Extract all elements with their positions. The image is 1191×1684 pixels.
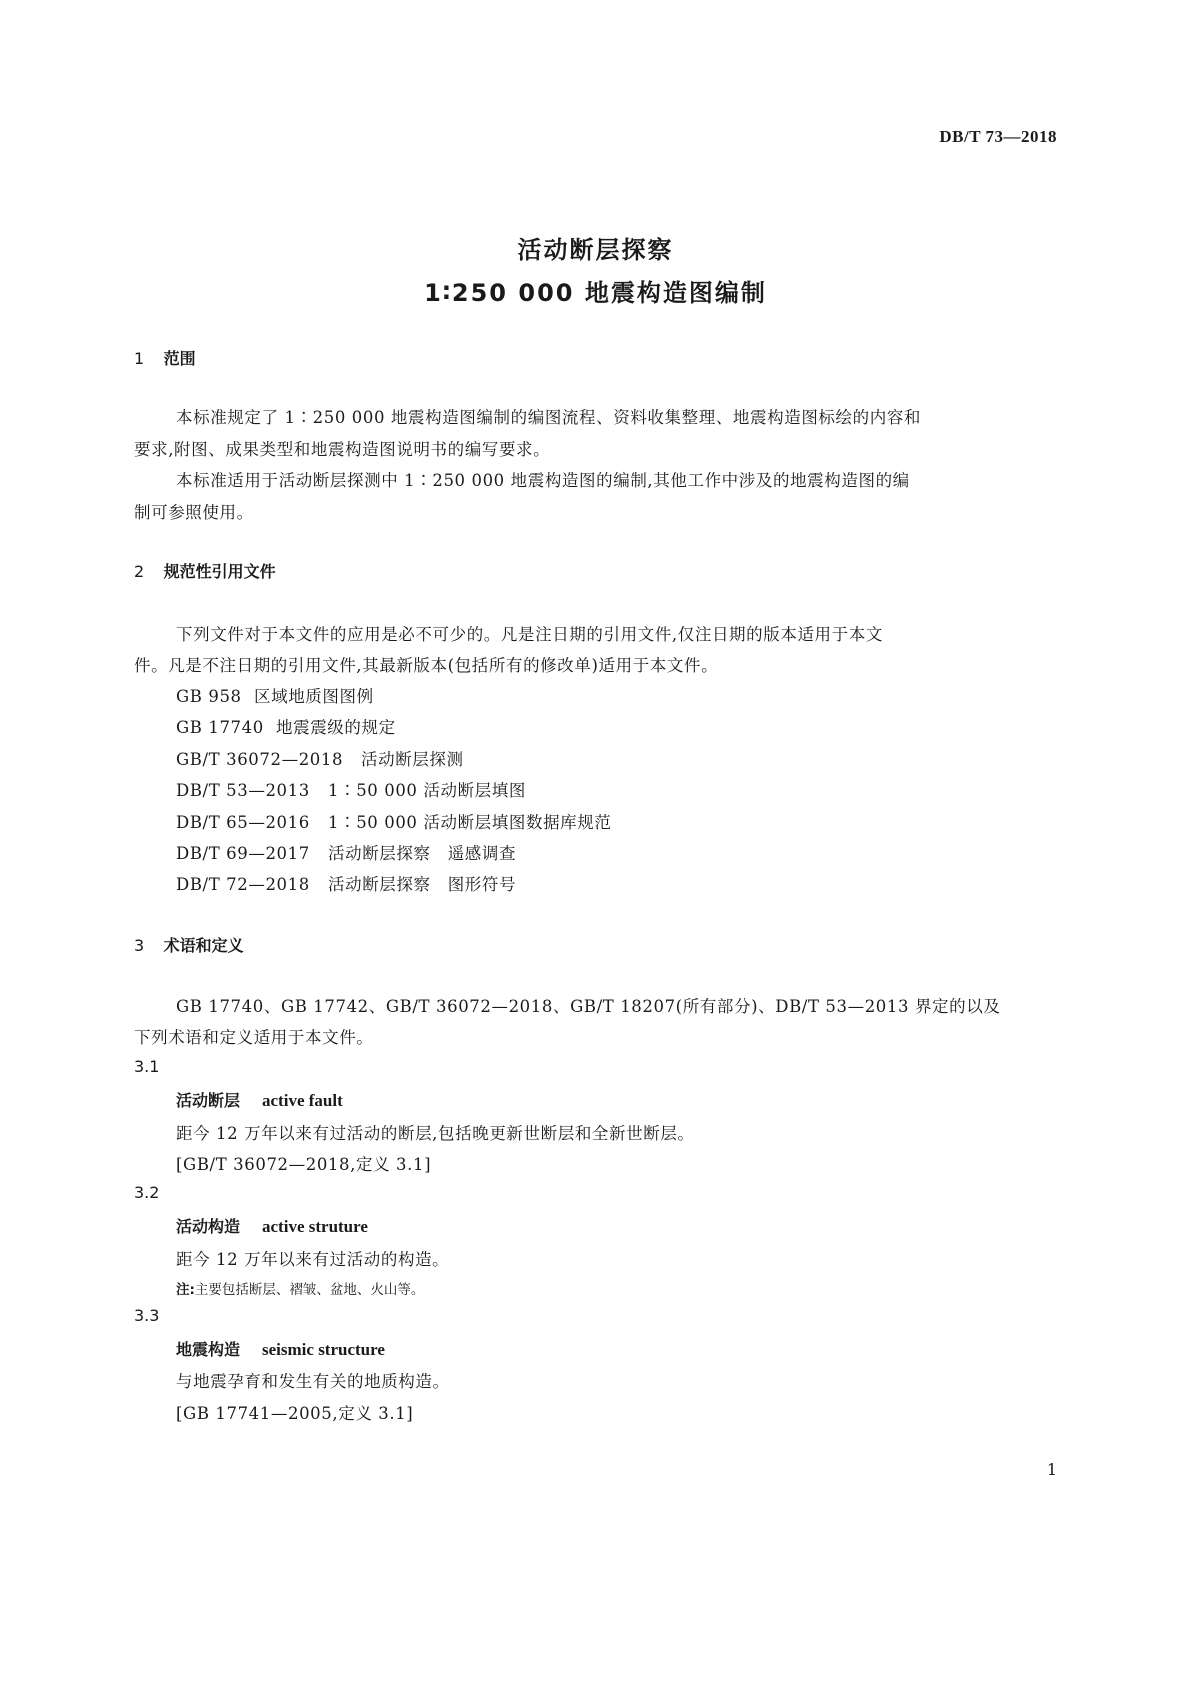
reference-item [176, 683, 374, 707]
term-name [176, 1088, 343, 1111]
section-heading-scope [134, 346, 196, 369]
paragraph-line: 本标准适用于活动断层探测中 1∶250 000 地震构造图的编制,其他工作中涉及的地震构造图的编 [176, 471, 910, 490]
term-name [176, 1337, 385, 1360]
section-number: 3 [134, 936, 145, 955]
section-number: 1 [134, 349, 145, 368]
reference-item [176, 840, 516, 864]
paragraph-line: 下列文件对于本文件的应用是必不可少的。凡是注日期的引用文件,仅注日期的版本适用于本文 [176, 625, 883, 644]
reference-code: GB/T 36072—2018 [176, 750, 344, 769]
reference-title: 活动断层探察 图形符号 [328, 875, 517, 894]
reference-item [176, 809, 611, 833]
reference-code: DB/T 65—2016 [176, 813, 310, 832]
term-definition: 距今 12 万年以来有过活动的断层,包括晚更新世断层和全新世断层。 [176, 1124, 695, 1143]
reference-item [176, 746, 464, 770]
paragraph-line: 要求,附图、成果类型和地震构造图说明书的编写要求。 [134, 440, 551, 459]
term-source: [GB 17741—2005,定义 3.1] [176, 1404, 414, 1423]
term-number: 3.2 [134, 1183, 160, 1202]
reference-code: DB/T 53—2013 [176, 781, 310, 800]
reference-title: 活动断层探测 [361, 750, 464, 769]
reference-item [176, 714, 396, 738]
page-title: 活动断层探察 [517, 236, 674, 264]
section-number: 2 [134, 562, 145, 581]
section-heading-normative-references [134, 559, 276, 582]
reference-item [176, 777, 526, 801]
term-definition: 距今 12 万年以来有过活动的构造。 [176, 1250, 450, 1269]
note-label: 注: [176, 1282, 195, 1298]
term-en: active struture [262, 1217, 368, 1236]
reference-code: GB 17740 [176, 718, 264, 737]
term-zh: 活动断层 [176, 1091, 241, 1110]
term-en: seismic structure [262, 1340, 385, 1359]
paragraph-line: 件。凡是不注日期的引用文件,其最新版本(包括所有的修改单)适用于本文件。 [134, 656, 719, 675]
paragraph-line: 本标准规定了 1∶250 000 地震构造图编制的编图流程、资料收集整理、地震构造图标绘的内容和 [176, 408, 922, 427]
standard-code: DB/T 73—2018 [939, 127, 1057, 146]
section-title: 术语和定义 [163, 936, 244, 955]
reference-title: 1∶50 000 活动断层填图 [328, 781, 526, 800]
paragraph-line: GB 17740、GB 17742、GB/T 36072—2018、GB/T 18207(所有部分)、DB/T 53—2013 界定的以及 [176, 997, 1001, 1016]
reference-title: 区域地质图图例 [254, 687, 374, 706]
term-definition: 与地震孕育和发生有关的地质构造。 [176, 1372, 450, 1391]
section-heading-terms-definitions [134, 933, 244, 956]
term-name [176, 1214, 368, 1237]
reference-item [176, 871, 516, 895]
reference-code: DB/T 72—2018 [176, 875, 310, 894]
reference-code: GB 958 [176, 687, 242, 706]
term-number: 3.3 [134, 1306, 160, 1325]
page-number: 1 [1046, 1460, 1057, 1479]
paragraph-line: 下列术语和定义适用于本文件。 [134, 1028, 374, 1047]
paragraph-line: 制可参照使用。 [134, 503, 254, 522]
term-zh: 地震构造 [176, 1340, 241, 1359]
reference-title: 1∶50 000 活动断层填图数据库规范 [328, 813, 612, 832]
term-number: 3.1 [134, 1057, 160, 1076]
note-text: 主要包括断层、褶皱、盆地、火山等。 [194, 1282, 425, 1298]
page-subtitle: 1∶250 000 地震构造图编制 [424, 279, 767, 307]
term-zh: 活动构造 [176, 1217, 241, 1236]
reference-title: 活动断层探察 遥感调查 [328, 844, 517, 863]
reference-code: DB/T 69—2017 [176, 844, 310, 863]
term-note [176, 1278, 424, 1298]
term-en: active fault [262, 1091, 343, 1110]
section-title: 规范性引用文件 [163, 562, 276, 581]
term-source: [GB/T 36072—2018,定义 3.1] [176, 1155, 432, 1174]
section-title: 范围 [163, 349, 196, 368]
reference-title: 地震震级的规定 [276, 718, 396, 737]
